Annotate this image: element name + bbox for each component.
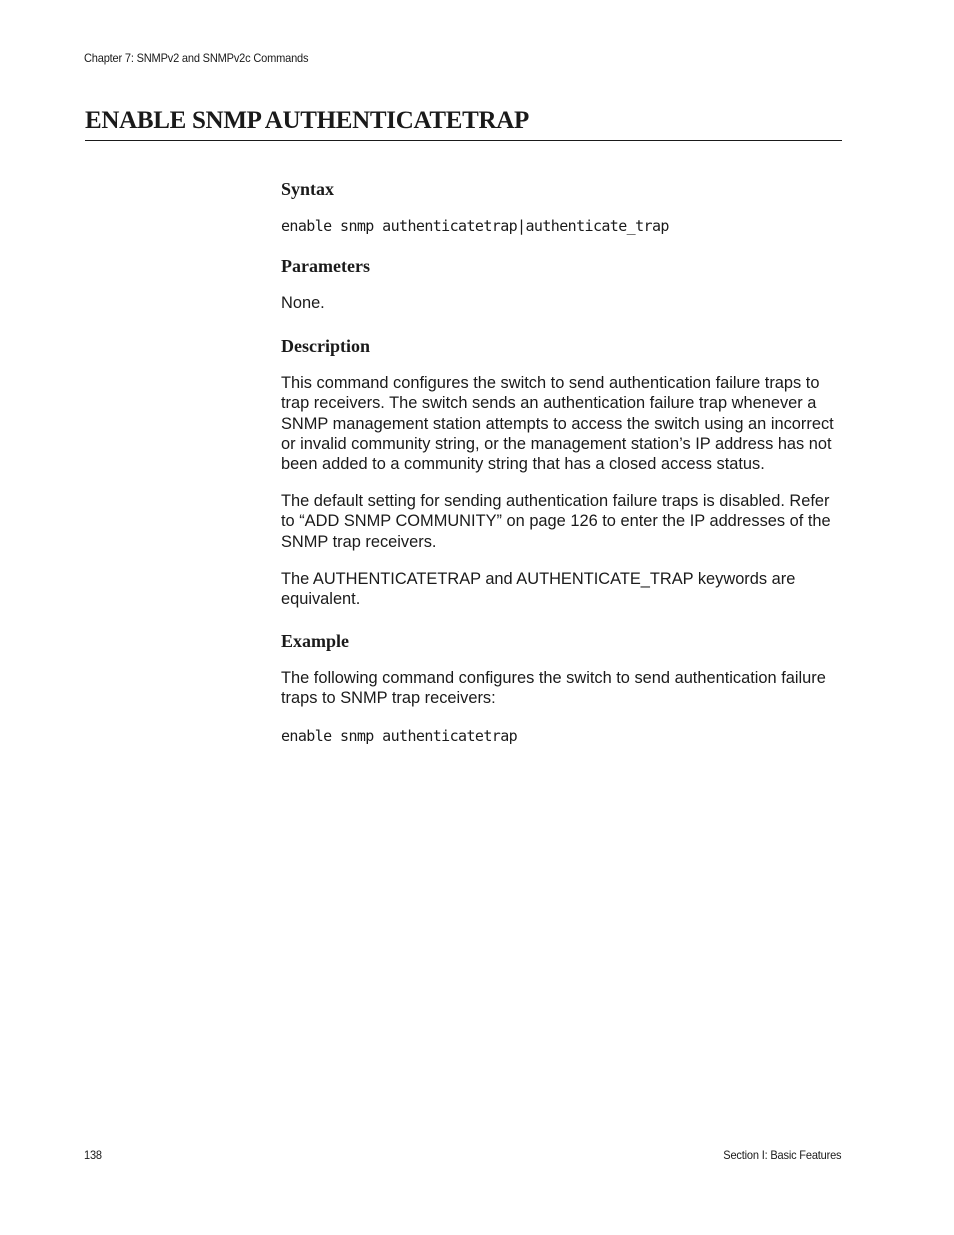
description-paragraph: The AUTHENTICATETRAP and AUTHENTICATE_TRAP keywords are equivalent. bbox=[281, 569, 796, 609]
parameters-heading: Parameters bbox=[281, 256, 370, 276]
syntax-command: enable snmp authenticatetrap|authenticate_trap bbox=[281, 217, 669, 235]
running-header: Chapter 7: SNMPv2 and SNMPv2c Commands bbox=[84, 51, 309, 65]
section-label: Section I: Basic Features bbox=[722, 1148, 841, 1162]
example-text: The following command configures the switch to send authentication failure traps to SNMP trap receivers: bbox=[281, 669, 826, 708]
command-reference-body bbox=[281, 178, 846, 746]
page-title: ENABLE SNMP AUTHENTICATETRAP bbox=[85, 106, 842, 141]
description-heading: Description bbox=[281, 336, 370, 357]
syntax-heading: Syntax bbox=[281, 179, 335, 199]
example-command: enable snmp authenticatetrap bbox=[281, 726, 518, 745]
description-paragraph: The default setting for sending authentication failure traps is disabled. Refer to “ADD SNMP COMMUNITY” on page 126 to enter the IP addresses of the SNMP trap receivers. bbox=[281, 492, 831, 551]
parameters-text: None. bbox=[281, 294, 325, 312]
example-heading: Example bbox=[281, 631, 350, 652]
description-paragraph: This command configures the switch to send authentication failure traps to trap receivers. The switch sends an authentication failure trap whenever a SNMP management station attempts to access the switch using an incorrect or invalid community string, or the management station’s IP address has not been added to a community string that has a closed access status. bbox=[281, 374, 834, 474]
page-number: 138 bbox=[84, 1148, 102, 1162]
